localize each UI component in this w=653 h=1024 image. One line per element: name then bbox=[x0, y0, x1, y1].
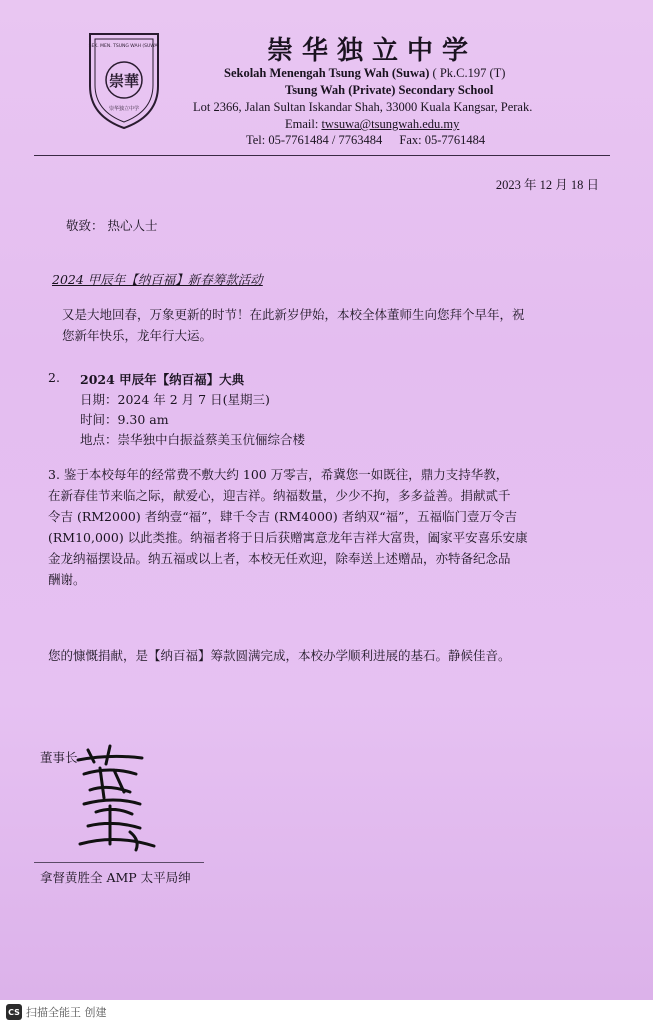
letter-title: 2024 甲辰年【纳百福】新春筹款活动 bbox=[52, 272, 263, 287]
school-address: Lot 2366, Jalan Sultan Iskandar Shah, 33000 Kuala Kangsar, Perak. bbox=[193, 100, 533, 114]
donation-line-1: 3. 鉴于本校每年的经常费不敷大约 100 万零吉，希冀您一如既往，鼎力支持华教， bbox=[48, 467, 509, 482]
school-chinese-name: 崇华独立中学 bbox=[266, 36, 477, 66]
logo-top-text: SEK. MEN. TSUNG WAH (SUWA) bbox=[88, 44, 160, 49]
greeting-line-1: 又是大地回春，万象更新的时节！在此新岁伊始，本校全体董师生向您拜个早年，祝 bbox=[62, 307, 525, 322]
school-english-name: Tsung Wah (Private) Secondary School bbox=[285, 83, 494, 97]
donation-line-3: 令吉 (RM2000) 者纳壹“福”，肆千令吉 (RM4000) 者纳双“福”，五福临门壹万令吉 bbox=[48, 509, 518, 524]
letter-date: 2023 年 12 月 18 日 bbox=[495, 178, 599, 192]
donation-line-6: 酬谢。 bbox=[48, 572, 86, 587]
event-place: 地点：崇华独中白振益蔡美玉伉俪综合楼 bbox=[80, 432, 306, 447]
event-time: 时间：9.30 am bbox=[80, 412, 169, 427]
signature-line bbox=[34, 862, 204, 863]
fax-number: Fax: 05-7761484 bbox=[399, 133, 486, 147]
school-malay-name: Sekolah Menengah Tsung Wah (Suwa) bbox=[224, 66, 430, 80]
camscanner-icon: CS bbox=[6, 1004, 22, 1020]
paragraph-greeting bbox=[62, 304, 525, 346]
signer-name: 拿督黄胜全 AMP 太平局绅 bbox=[40, 870, 191, 885]
signer-title: 董事长 bbox=[40, 750, 78, 765]
greeting-line-2: 您新年快乐，龙年行大运。 bbox=[62, 328, 213, 343]
tel-number: Tel: 05-7761484 / 7763484 bbox=[246, 133, 383, 147]
section-2-number: 2. bbox=[48, 370, 60, 385]
school-malay-line bbox=[224, 66, 505, 81]
email-label: Email: bbox=[285, 117, 319, 131]
paragraph-donation bbox=[48, 464, 528, 590]
donation-line-4: (RM10,000) 以此类推。纳福者将于日后获赠寓意龙年吉祥大富贵，阖家平安喜乐安康 bbox=[48, 530, 528, 545]
school-crest-logo bbox=[86, 24, 162, 132]
logo-bottom-text: 崇华独立中学 bbox=[108, 106, 140, 112]
event-date: 日期：2024 年 2 月 7 日(星期三) bbox=[80, 392, 270, 407]
logo-center-text: 崇華 bbox=[108, 72, 140, 90]
scanner-footer-text: 扫描全能王 创建 bbox=[26, 1006, 107, 1019]
scanner-footer bbox=[0, 1000, 653, 1024]
letterhead-divider bbox=[34, 155, 610, 156]
school-phone-line bbox=[246, 133, 485, 148]
section-2-heading: 2024 甲辰年【纳百福】大典 bbox=[80, 372, 245, 387]
handwritten-signature bbox=[70, 740, 170, 860]
salutation: 敬致： 热心人士 bbox=[66, 218, 158, 233]
donation-line-5: 金龙纳福摆设品。纳五福或以上者，本校无任欢迎，除奉送上述赠品，亦特备纪念品 bbox=[48, 551, 511, 566]
school-reg-no: ( Pk.C.197 (T) bbox=[432, 66, 506, 80]
school-email-line bbox=[285, 117, 459, 132]
email-link[interactable]: twsuwa@tsungwah.edu.my bbox=[321, 117, 460, 131]
donation-line-2: 在新春佳节来临之际，献爱心，迎吉祥。纳福数量，少少不拘，多多益善。捐献贰千 bbox=[48, 488, 511, 503]
closing-statement: 您的慷慨捐献，是【纳百福】筹款圆满完成，本校办学顺利进展的基石。静候佳音。 bbox=[48, 648, 511, 663]
